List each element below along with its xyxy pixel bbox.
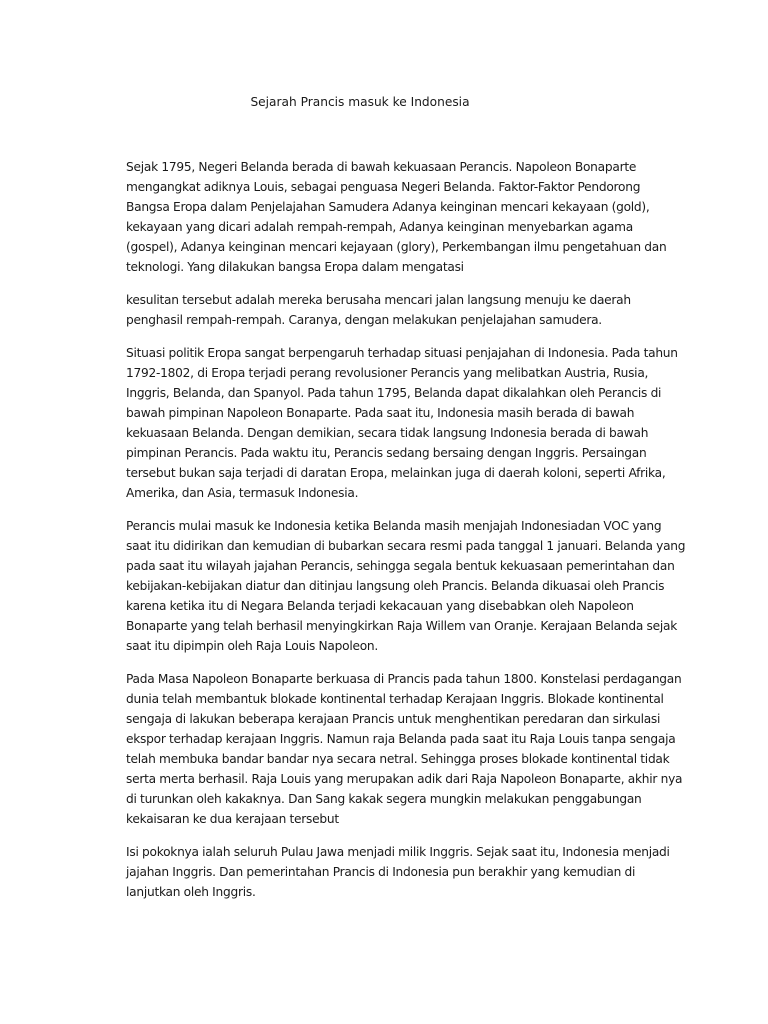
paragraph-6: Isi pokoknya ialah seluruh Pulau Jawa menjadi milik Inggris. Sejak saat itu, Indonesia menjadi jajahan Inggris. Dan pemerintahan Prancis di Indonesia pun berakhir yang kemudian di lanjutkan oleh Inggris. — [126, 845, 670, 899]
document-title: Sejarah Prancis masuk ke Indonesia — [250, 95, 470, 109]
paragraph-1: Sejak 1795, Negeri Belanda berada di bawah kekuasaan Perancis. Napoleon Bonaparte mengangkat adiknya Louis, sebagai penguasa Negeri Belanda. Faktor-Faktor Pendorong Bangsa Eropa dalam Penjelajahan Samudera Adanya keinginan mencari kekayaan (gold), kekayaan yang dicari adalah rempah-rempah, Adanya keinginan menyebarkan agama (gospel), Adanya keinginan mencari kejayaan (glory), Perkembangan ilmu pengetahuan dan teknologi. Yang dilakukan bangsa Eropa dalam mengatasi — [126, 160, 667, 274]
document-body — [126, 157, 686, 915]
paragraph-3: Situasi politik Eropa sangat berpengaruh terhadap situasi penjajahan di Indonesia. Pada tahun 1792-1802, di Eropa terjadi perang revolusioner Perancis yang melibatkan Austria, Rusia, Inggris, Belanda, dan Spanyol. Pada tahun 1795, Belanda dapat dikalahkan oleh Perancis di bawah pimpinan Napoleon Bonaparte. Pada saat itu, Indonesia masih berada di bawah kekuasaan Belanda. Dengan demikian, secara tidak langsung Indonesia berada di bawah pimpinan Perancis. Pada waktu itu, Perancis sedang bersaing dengan Inggris. Persaingan tersebut bukan saja terjadi di daratan Eropa, melainkan juga di daerah koloni, seperti Afrika, Amerika, dan Asia, termasuk Indonesia. — [126, 346, 678, 500]
paragraph-4: Perancis mulai masuk ke Indonesia ketika Belanda masih menjajah Indonesiadan VOC yang saat itu didirikan dan kemudian di bubarkan secara resmi pada tanggal 1 januari. Belanda yang pada saat itu wilayah jajahan Perancis, sehingga segala bentuk kekuasaan pemerintahan dan kebijakan-kebijakan diatur dan ditinjau langsung oleh Prancis. Belanda dikuasai oleh Prancis karena ketika itu di Negara Belanda terjadi kekacauan yang disebabkan oleh Napoleon Bonaparte yang telah berhasil menyingkirkan Raja Willem van Oranje. Kerajaan Belanda sejak saat itu dipimpin oleh Raja Louis Napoleon. — [126, 519, 686, 653]
paragraph-2: kesulitan tersebut adalah mereka berusaha mencari jalan langsung menuju ke daerah penghasil rempah-rempah. Caranya, dengan melakukan penjelajahan samudera. — [126, 293, 631, 327]
paragraph-5: Pada Masa Napoleon Bonaparte berkuasa di Prancis pada tahun 1800. Konstelasi perdagangan dunia telah membantuk blokade kontinental terhadap Kerajaan Inggris. Blokade kontinental sengaja di lakukan beberapa kerajaan Prancis untuk menghentikan peredaran dan sirkulasi ekspor terhadap kerajaan Inggris. Namun raja Belanda pada saat itu Raja Louis tanpa sengaja telah membuka bandar bandar nya secara netral. Sehingga proses blokade kontinental tidak serta merta berhasil. Raja Louis yang merupakan adik dari Raja Napoleon Bonaparte, akhir nya di turunkan oleh kakaknya. Dan Sang kakak segera mungkin melakukan penggabungan kekaisaran ke dua kerajaan tersebut — [126, 672, 683, 826]
